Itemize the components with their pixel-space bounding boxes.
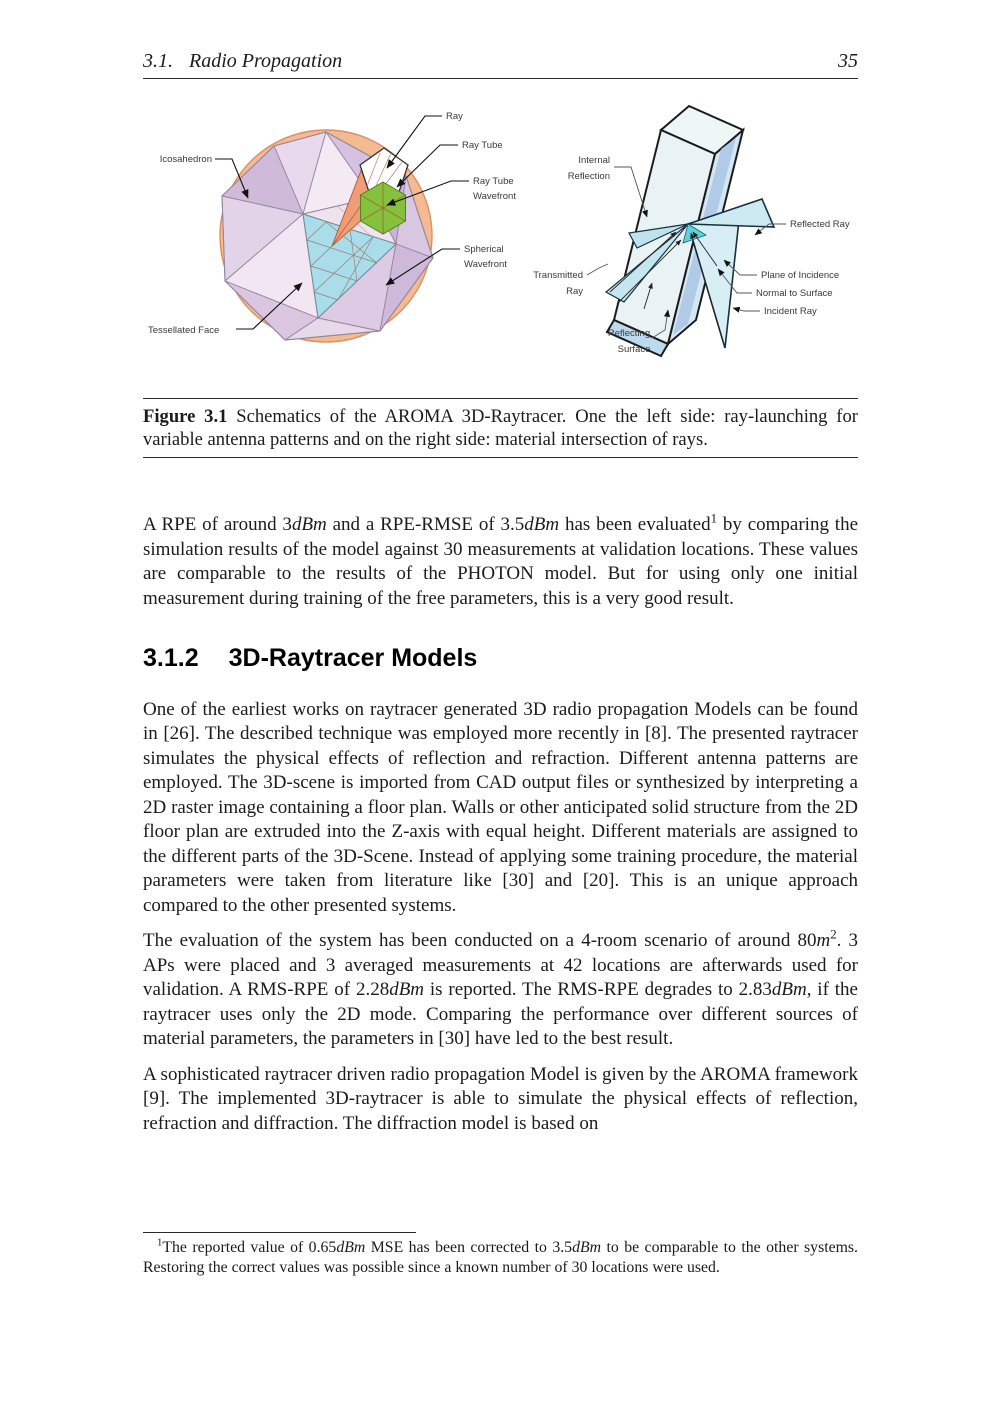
footnote-block	[143, 1232, 858, 1278]
header-section	[143, 50, 342, 73]
normal-to-surface-label: Normal to Surface	[756, 288, 833, 299]
paragraph-raytracer-overview: One of the earliest works on raytracer generated 3D radio propagation Models can be found in [26]. The described technique was employed more recently in [8]. The presented raytracer simulates the physical effects of reflection and refraction. Different antenna patterns are employed. The 3D-scene is imported from CAD output files or synthesized by interpreting a 2D raster image containing a floor plan. Walls or other anticipated solid structure from the 2D floor plan are extruded into the Z-axis with equal height. Different materials are assigned to the different parts of the 3D-Scene. Instead of applying some training procedure, the material parameters were taken from literature like [30] and [20]. This is an unique approach compared to the other presented systems.	[143, 698, 858, 916]
ray-launching-diagram	[148, 111, 516, 342]
page-number: 35	[838, 50, 858, 72]
paragraph-rpe-evaluation: A RPE of around 3dBm and a RPE-RMSE of 3.5dBm has been evaluated$^1$ by comparing the simulation results of the model against 30 measurements at validation locations. These values are comparable to the results of the PHOTON model. But for using only one initial measurement during training of the free parameters, this is a very good result.	[143, 510, 859, 609]
spherical-wavefront-label-2: Wavefront	[464, 259, 507, 270]
material-intersection-diagram	[533, 106, 850, 356]
figure-3-1	[140, 96, 885, 368]
reflecting-surface-label-2: Surface	[617, 344, 651, 355]
header-section-title: Radio Propagation	[189, 50, 343, 72]
figure-3-1-diagram	[140, 96, 885, 368]
paragraph-aroma: A sophisticated raytracer driven radio propagation Model is given by the AROMA framework [9]. The implemented 3D-raytracer is able to simulate the physical effects of reflection, refraction and diffraction. The diffraction model is based on	[143, 1063, 858, 1134]
ray-label: Ray	[446, 111, 463, 122]
internal-reflection-label-2: Reflection	[567, 171, 610, 182]
section-heading-title: 3D-Raytracer Models	[228, 644, 478, 672]
transmitted-ray-callout	[587, 264, 608, 275]
ray-tube-wavefront-label-1: Ray Tube	[473, 176, 514, 187]
paragraph-evaluation: The evaluation of the system has been conducted on a 4-room scenario of around $80m^2$. 3 APs were placed and 3 averaged measurements at 42 locations are afterwards used for validation. A RMS-RPE of 2.28dBm is reported. The RMS-RPE degrades to 2.83dBm, if the raytracer uses only the 2D mode. Comparing the performance over different sources of material parameters, the parameters in [30] have led to the best result.	[143, 926, 858, 1049]
incident-ray-label: Incident Ray	[764, 306, 817, 317]
transmitted-ray-label-1: Transmitted	[533, 270, 583, 281]
plane-of-incidence-label: Plane of Incidence	[761, 270, 840, 281]
reflecting-surface-label-1: Reflecting	[607, 328, 651, 339]
icosahedron-label: Icosahedron	[159, 154, 212, 165]
footnote-rule	[143, 1232, 416, 1233]
incident-ray-callout	[733, 308, 760, 311]
body-text	[143, 510, 859, 1147]
internal-reflection-label-1: Internal	[578, 155, 610, 166]
footnote-text: $^1$The reported value of 0.65dBm MSE has been corrected to 3.5dBm to be comparable to the other systems. Restoring the correct values was possible since a known number of 30 locations were used.	[143, 1236, 859, 1276]
transmitted-ray-label-2: Ray	[566, 286, 583, 297]
section-heading-3-1-2	[143, 646, 858, 671]
ray-tube-wavefront-label-2: Wavefront	[473, 191, 516, 202]
header-section-number: 3.1.	[143, 50, 173, 72]
reflected-ray-label: Reflected Ray	[790, 219, 850, 230]
spherical-wavefront-label-1: Spherical	[464, 244, 504, 255]
figure-caption: Figure 3.1 Schematics of the AROMA 3D-Raytracer. One the left side: ray-launching for variable antenna patterns and on the right side: material intersection of rays.	[143, 398, 858, 458]
tessellated-face-label: Tessellated Face	[148, 325, 220, 336]
running-header	[143, 50, 858, 79]
section-heading-number: 3.1.2	[143, 644, 199, 672]
ray-tube-label: Ray Tube	[462, 140, 503, 151]
